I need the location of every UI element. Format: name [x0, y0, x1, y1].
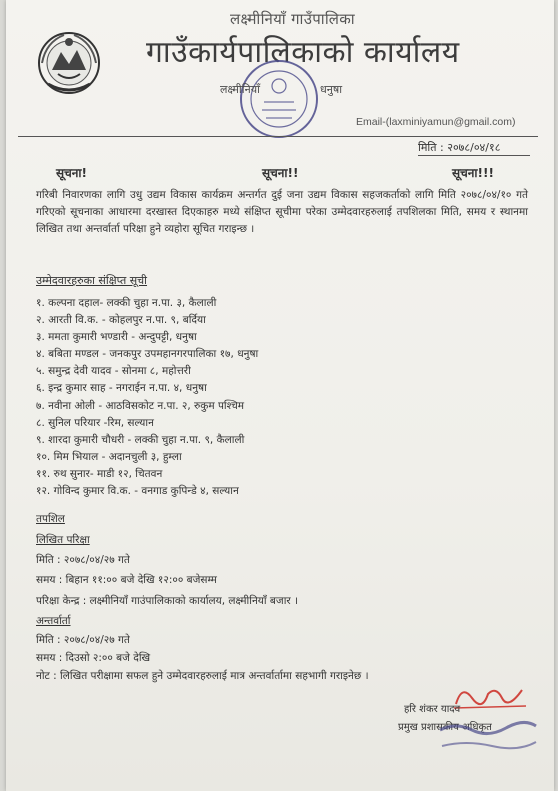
address-district: धनुषा	[319, 83, 343, 96]
office-email: Email-(laxminiyamun@gmail.com)	[356, 116, 516, 128]
schedule-heading: तपशिल	[36, 513, 65, 525]
list-item: ४. बबिता मण्डल - जनकपुर उपमहानगरपालिका १७, धनुषा	[36, 348, 259, 361]
nepal-emblem-icon	[34, 30, 104, 96]
address-place: लक्ष्मीनियाँ	[220, 83, 260, 96]
name-stamp-icon	[436, 716, 540, 754]
written-exam-date: मिति : २०७८/०४/२७ गते	[36, 554, 130, 566]
office-address	[220, 82, 342, 97]
list-item: १. कल्पना दहाल- लक्की चुहा न.पा. ३, कैलाली	[36, 297, 217, 309]
municipality-name: लक्ष्मीनियाँ गाउँपालिका	[230, 10, 355, 28]
signatory-title: प्रमुख प्रशासकीय अधिकृत	[398, 722, 492, 733]
list-item: ८. सुनिल परियार -रिम, सल्यान	[36, 416, 154, 429]
interview-note: नोट : लिखित परीक्षामा सफल हुने उम्मेदवारहरुलाई मात्र अन्तर्वार्तामा सहभागी गराइनेछ ।	[36, 670, 369, 682]
list-item: २. आरती वि.क. - कोहलपुर न.पा. ९, बर्दिया	[36, 314, 206, 327]
signatory-name: हरि शंकर यादव	[404, 704, 461, 715]
interview-time: समय : दिउसो २:०० बजे देखि	[36, 652, 151, 664]
written-exam-center: परिक्षा केन्द्र : लक्ष्मीनियाँ गाउंपालिकाको कार्यालय, लक्ष्मीनियाँ बजार ।	[36, 595, 299, 607]
list-item: १२. गोविन्द कुमार वि.क. - वनगाड कुपिन्डे ४, सल्यान	[36, 485, 239, 498]
notice-label-center: सूचना!!	[262, 166, 299, 180]
signature-mark-icon	[452, 680, 528, 712]
notice-label-right: सूचना!!!	[452, 166, 494, 180]
office-stamp-icon	[234, 56, 324, 142]
list-item: ९. शारदा कुमारी चौधरी - लक्की चुहा न.पा. ९, कैलाली	[36, 433, 245, 446]
notice-label-left: सूचना!	[56, 166, 87, 180]
list-item: ७. नवीना ओली - आठविसकोट न.पा. २, रुकुम पश्चिम	[36, 399, 245, 412]
notice-date: मिति : २०७८/०४/१८	[418, 140, 530, 156]
office-title: गाउँकार्यपालिकाको कार्यालय	[146, 35, 460, 70]
intro-paragraph: गरिबी निवारणका लागि उधु उद्यम विकास कार्यक्रम अन्तर्गत दुई जना उद्यम विकास सहजकर्ताको लागि मिति २०७८/०४/१० गते गरिएको सूचनाका आधारमा दरखास्त दिएकाहरु मध्ये संक्षिप्त सूचीमा परेका उम्मेदवारहरुलाई तपशिलका मिति, समय र स्थानमा लिखित तथा अन्तर्वार्ता परिक्षा हुने व्यहोरा सूचित गराइन्छ ।	[36, 189, 528, 235]
notice-document	[6, 0, 554, 791]
shortlist-heading: उम्मेदवारहरुका संक्षिप्त सूची	[36, 274, 148, 287]
list-item: ५. समुन्द्र देवी यादव - सोनमा ८, महोत्तरी	[36, 365, 191, 378]
written-exam-time: समय : बिहान ११:०० बजे देखि १२:०० बजेसम्म	[36, 574, 217, 586]
interview-date: मिति : २०७८/०४/२७ गते	[36, 634, 130, 646]
list-item: ३. ममता कुमारी भण्डारी - अन्दुपट्टी, धनुषा	[36, 331, 197, 344]
list-item: १०. मिम भियाल - अदानचुली ३, हुम्ला	[36, 450, 182, 463]
written-exam-heading: लिखित परिक्षा	[36, 534, 90, 546]
interview-heading: अन्तर्वार्ता	[36, 615, 71, 627]
list-item: ६. इन्द्र कुमार साह - नगराईन न.पा. ४, धनुषा	[36, 382, 207, 395]
list-item: ११. रुथ सुनार- माडी १२, चितवन	[36, 467, 163, 480]
header-divider	[18, 136, 538, 137]
candidate-list	[36, 296, 258, 501]
